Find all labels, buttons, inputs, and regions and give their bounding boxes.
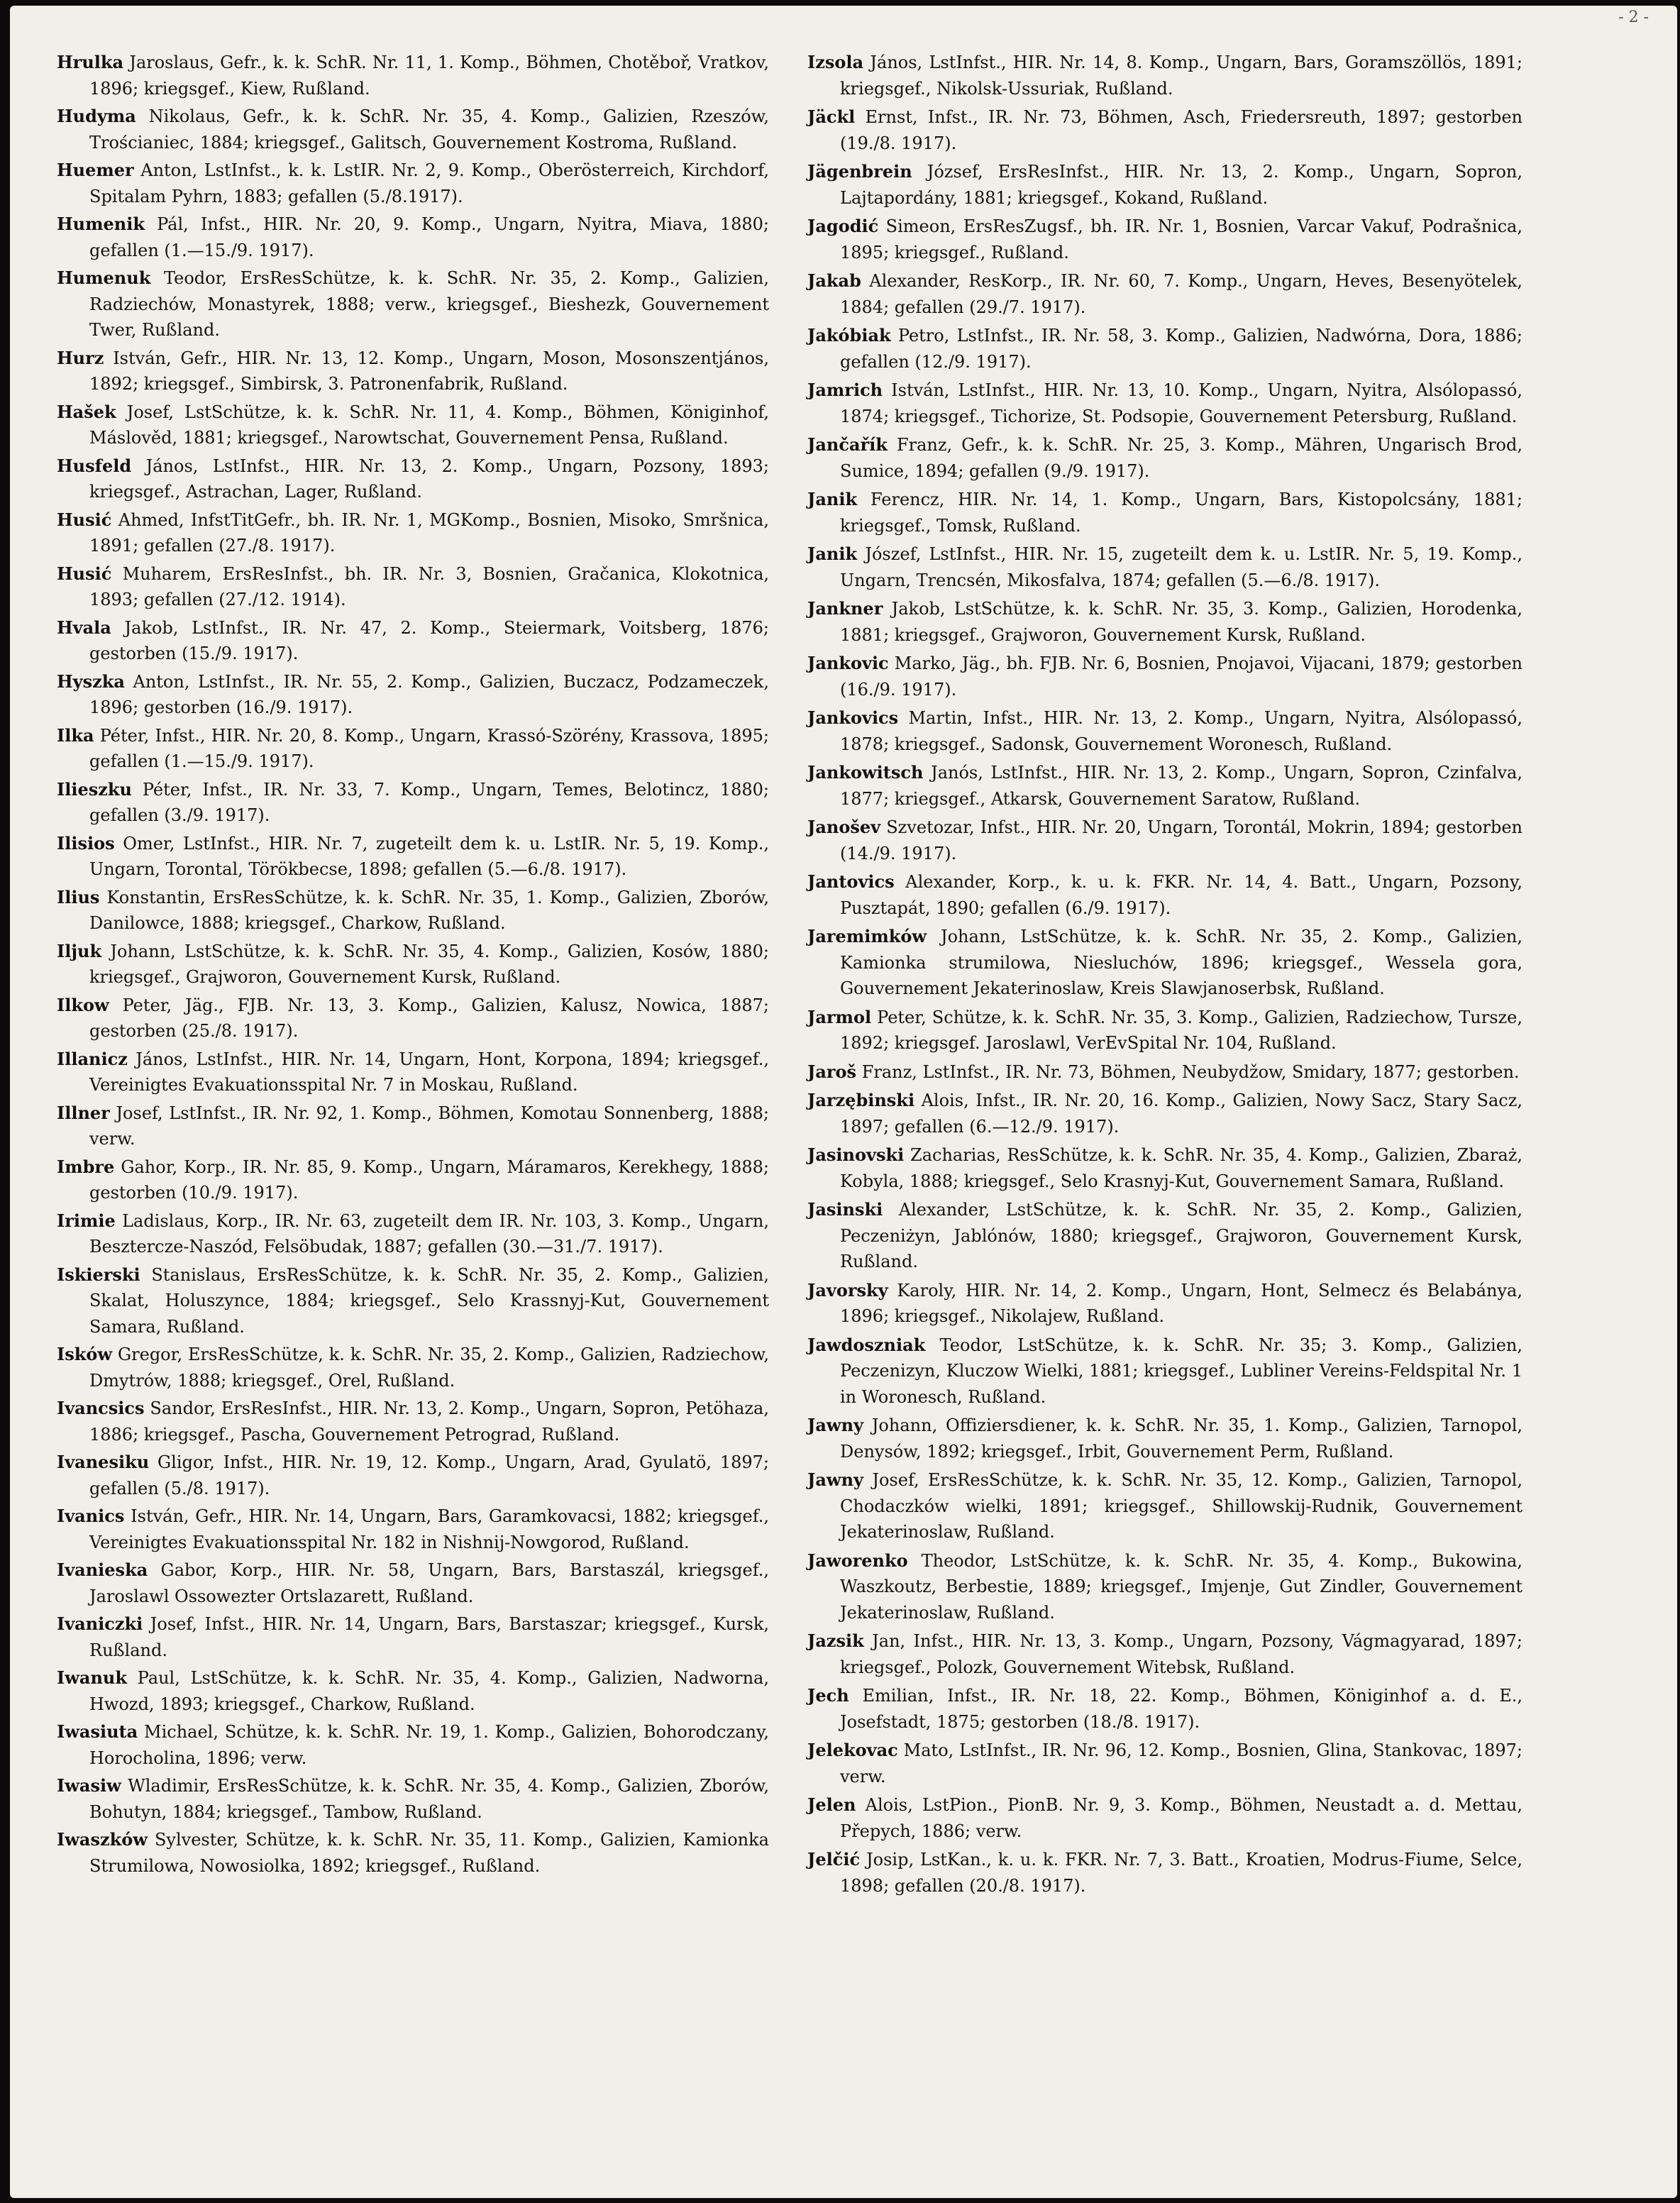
entry-details: Jakob, LstSchütze, k. k. SchR. Nr. 35, 3. Komp., Galizien, Horodenka, 1881; kriegsgef., Grajworon, Gouvernement Kursk, Rußland.: [840, 599, 1522, 645]
list-entry: [57, 1342, 769, 1393]
list-entry: [57, 561, 769, 613]
list-entry: [57, 211, 769, 263]
entry-details: Teodor, LstSchütze, k. k. SchR. Nr. 35; 3. Komp., Galizien, Peczenizyn, Kluczow Wielki, 1881; kriegsgef., Lubliner Vereins-Feldspital Nr. 1 in Woronesch, Rußland.: [840, 1335, 1522, 1407]
entry-details: Sandor, ErsResInfst., HIR. Nr. 13, 2. Komp., Ungarn, Sopron, Petöhaza, 1886; kriegsgef., Pascha, Gouvernement Petrograd, Rußland.: [89, 1398, 769, 1445]
entry-surname: Hvala: [57, 617, 111, 638]
entry-surname: Jelčić: [807, 1849, 861, 1870]
entry-surname: Jakóbiak: [807, 325, 891, 346]
entry-details: Omer, LstInfst., HIR. Nr. 7, zugeteilt dem k. u. LstIR. Nr. 5, 19. Komp., Ungarn, Torontal, Törökbecse, 1898; gefallen (5.—6./8. 1917).: [89, 833, 769, 879]
entry-details: Konstantin, ErsResSchütze, k. k. SchR. Nr. 35, 1. Komp., Galizien, Zborów, Danilowce, 1888; kriegsgef., Charkow, Rußland.: [89, 887, 769, 933]
entry-surname: Jelen: [807, 1794, 856, 1815]
entry-surname: Jawdoszniak: [807, 1334, 926, 1355]
list-entry: [807, 1142, 1522, 1194]
entry-details: Alexander, ResKorp., IR. Nr. 60, 7. Komp., Ungarn, Heves, Besenyötelek, 1884; gefallen (29./7. 1917).: [840, 271, 1522, 317]
entry-surname: Jarzębinski: [807, 1090, 915, 1110]
list-entry: [807, 1683, 1522, 1735]
list-entry: [807, 323, 1522, 375]
entry-details: Mato, LstInfst., IR. Nr. 96, 12. Komp., Bosnien, Glina, Stankovac, 1897; verw.: [840, 1740, 1522, 1787]
list-entry: [57, 1773, 769, 1825]
entry-surname: Jankner: [807, 598, 883, 619]
entry-details: Sylvester, Schütze, k. k. SchR. Nr. 35, 11. Komp., Galizien, Kamionka Strumilowa, Nowosiolka, 1892; kriegsgef., Rußland.: [89, 1830, 769, 1876]
entry-details: Jaroslaus, Gefr., k. k. SchR. Nr. 11, 1. Komp., Böhmen, Chotěboř, Vratkov, 1896; kriegsgef., Kiew, Rußland.: [89, 53, 769, 99]
entry-surname: Ivanieska: [57, 1559, 148, 1580]
entry-surname: Hyszka: [57, 670, 125, 692]
entry-surname: Ilieszku: [57, 778, 132, 800]
entry-surname: Jaworenko: [807, 1550, 908, 1571]
entry-surname: Iljuk: [57, 940, 102, 961]
entry-details: Simeon, ErsResZugsf., bh. IR. Nr. 1, Bosnien, Varcar Vakuf, Podrašnica, 1895; kriegsgef., Rußland.: [840, 216, 1522, 263]
entry-surname: Ilius: [57, 886, 100, 907]
entry-details: Jakob, LstInfst., IR. Nr. 47, 2. Komp., Steiermark, Voitsberg, 1876; gestorben (15./9. 1917).: [89, 617, 769, 663]
list-entry: [807, 159, 1522, 211]
entry-surname: Janošev: [807, 817, 881, 837]
entry-details: Peter, Jäg., FJB. Nr. 13, 3. Komp., Galizien, Kalusz, Nowica, 1887; gestorben (25./8. 1917).: [89, 995, 769, 1041]
list-entry: [57, 1262, 769, 1340]
list-entry: [807, 705, 1522, 757]
list-entry: [807, 1413, 1522, 1464]
entry-details: Karoly, HIR. Nr. 14, 2. Komp., Ungarn, Hont, Selmecz és Belabánya, 1896; kriegsgef., Nikolajew, Rußland.: [840, 1280, 1522, 1326]
list-entry: [57, 507, 769, 559]
entry-details: Wladimir, ErsResSchütze, k. k. SchR. Nr. 35, 4. Komp., Galizien, Zborów, Bohutyn, 1884; kriegsgef., Tambow, Rußland.: [89, 1776, 769, 1822]
entry-details: István, Gefr., HIR. Nr. 14, Ungarn, Bars, Garamkovacsi, 1882; kriegsgef., Vereinigtes Evakuationsspital Nr. 182 in Nishnij-Nowgorod, Rußland.: [89, 1506, 769, 1552]
list-entry: [57, 831, 769, 883]
entry-surname: Jankowitsch: [807, 762, 924, 783]
entry-surname: Jantovics: [807, 871, 895, 892]
list-entry: [807, 1467, 1522, 1545]
entry-surname: Jakab: [807, 270, 861, 291]
list-entry: [807, 1548, 1522, 1626]
list-entry: [57, 669, 769, 721]
entry-surname: Humenuk: [57, 267, 151, 288]
entry-surname: Jazsik: [807, 1630, 864, 1651]
list-entry: [57, 885, 769, 937]
entry-details: Michael, Schütze, k. k. SchR. Nr. 19, 1. Komp., Galizien, Bohorodczany, Horocholina, 1896; verw.: [89, 1722, 769, 1768]
list-entry: [807, 1332, 1522, 1410]
entry-surname: Jasinski: [807, 1199, 883, 1220]
entry-details: Petro, LstInfst., IR. Nr. 58, 3. Komp., Galizien, Nadwórna, Dora, 1886; gefallen (12./9. 1917).: [840, 326, 1522, 372]
entry-surname: Jaroš: [807, 1061, 857, 1082]
page-mark: - 2 -: [1618, 9, 1649, 26]
list-entry: [57, 939, 769, 990]
list-entry: [807, 1847, 1522, 1899]
list-entry: [57, 1047, 769, 1098]
entry-details: János, LstInfst., HIR. Nr. 14, 8. Komp., Ungarn, Bars, Goramszöllös, 1891; kriegsgef., Nikolsk-Ussuriak, Rußland.: [840, 53, 1522, 99]
list-entry: [57, 1665, 769, 1717]
list-entry: [807, 541, 1522, 593]
list-entry: [57, 1557, 769, 1609]
list-entry: [807, 1059, 1522, 1086]
entry-details: Gligor, Infst., HIR. Nr. 19, 12. Komp., Ungarn, Arad, Gyulatö, 1897; gefallen (5./8. 1917).: [89, 1452, 769, 1498]
entry-details: Péter, Infst., IR. Nr. 33, 7. Komp., Ungarn, Temes, Belotincz, 1880; gefallen (3./9. 1917).: [89, 779, 769, 825]
entry-details: Gahor, Korp., IR. Nr. 85, 9. Komp., Ungarn, Máramaros, Kerekhegy, 1888; gestorben (10./9. 1917).: [89, 1156, 769, 1203]
entry-surname: Jančařík: [807, 434, 888, 455]
entry-details: Alexander, Korp., k. u. k. FKR. Nr. 14, 4. Batt., Ungarn, Pozsony, Pusztapát, 1890; gefallen (6./9. 1917).: [840, 872, 1522, 918]
list-entry: [807, 1088, 1522, 1139]
list-entry: [807, 1792, 1522, 1844]
entry-surname: Jech: [807, 1685, 849, 1706]
list-entry: [57, 777, 769, 829]
entry-details: Stanislaus, ErsResSchütze, k. k. SchR. Nr. 35, 2. Komp., Galizien, Skalat, Holuszynce, 1884; kriegsgef., Selo Krassnyj-Kut, Gouvernement Samara, Rußland.: [89, 1264, 769, 1337]
entry-details: Gregor, ErsResSchütze, k. k. SchR. Nr. 35, 2. Komp., Galizien, Radziechow, Dmytrów, 1888; kriegsgef., Orel, Rußland.: [89, 1345, 769, 1391]
entry-surname: Ivancsics: [57, 1398, 145, 1418]
entry-details: Teodor, ErsResSchütze, k. k. SchR. Nr. 35, 2. Komp., Galizien, Radziechów, Monastyrek, 1888; verw., kriegsgef., Bieshezk, Gouvernement Twer, Rußland.: [89, 268, 769, 340]
entry-surname: Iwaszków: [57, 1829, 148, 1850]
entry-surname: Janik: [807, 489, 858, 509]
list-entry: [807, 268, 1522, 320]
entry-surname: Iwanuk: [57, 1667, 127, 1688]
entry-details: Franz, Gefr., k. k. SchR. Nr. 25, 3. Komp., Mähren, Ungarisch Brod, Sumice, 1894; gefallen (9./9. 1917).: [840, 435, 1522, 481]
entry-details: Ferencz, HIR. Nr. 14, 1. Komp., Ungarn, Bars, Kistopolcsány, 1881; kriegsgef., Tomsk, Rußland.: [840, 490, 1522, 536]
entry-details: Marko, Jäg., bh. FJB. Nr. 6, Bosnien, Pnojavoi, Vijacani, 1879; gestorben (16./9. 1917).: [840, 653, 1522, 700]
entry-details: Ladislaus, Korp., IR. Nr. 63, zugeteilt dem IR. Nr. 103, 3. Komp., Ungarn, Besztercze-Naszód, Felsöbudak, 1887; gefallen (30.—31./7. 1917).: [89, 1210, 769, 1257]
entry-details: Gabor, Korp., HIR. Nr. 58, Ungarn, Bars, Barstaszál, kriegsgef., Jaroslawl Ossowezter Ortslazarett, Rußland.: [89, 1560, 769, 1606]
entry-surname: Jawny: [807, 1469, 863, 1490]
entry-details: Josef, Infst., HIR. Nr. 14, Ungarn, Bars, Barstaszar; kriegsgef., Kursk, Rußland.: [89, 1614, 769, 1660]
entry-surname: Husić: [57, 563, 112, 584]
entry-details: József, ErsResInfst., HIR. Nr. 13, 2. Komp., Ungarn, Sopron, Lajtapordány, 1881; kriegsgef., Kokand, Rußland.: [840, 162, 1522, 208]
entry-details: Alois, Infst., IR. Nr. 20, 16. Komp., Galizien, Nowy Sacz, Stary Sacz, 1897; gefallen (6.—12./9. 1917).: [840, 1091, 1522, 1137]
list-entry: [57, 50, 769, 101]
entry-surname: Imbre: [57, 1156, 115, 1177]
entry-details: István, Gefr., HIR. Nr. 13, 12. Komp., Ungarn, Moson, Mosonszentjános, 1892; kriegsgef., Simbirsk, 3. Patronenfabrik, Rußland.: [89, 348, 769, 394]
list-entry: [57, 615, 769, 667]
entry-details: Szvetozar, Infst., HIR. Nr. 20, Ungarn, Torontál, Mokrin, 1894; gestorben (14./9. 1917).: [840, 817, 1522, 863]
entry-surname: Jagodić: [807, 216, 879, 236]
entry-surname: Izsola: [807, 52, 864, 72]
list-entry: [57, 399, 769, 451]
list-entry: [807, 377, 1522, 429]
entry-surname: Jäckl: [807, 106, 856, 127]
entry-surname: Jägenbrein: [807, 161, 912, 182]
entry-details: Ahmed, InfstTitGefr., bh. IR. Nr. 1, MGKomp., Bosnien, Misoko, Smršnica, 1891; gefallen (27./8. 1917).: [89, 509, 769, 556]
entry-details: Anton, LstInfst., IR. Nr. 55, 2. Komp., Galizien, Buczacz, Podzameczek, 1896; gestorben (16./9. 1917).: [89, 671, 769, 717]
list-entry: [57, 265, 769, 343]
entry-details: János, LstInfst., HIR. Nr. 13, 2. Komp., Ungarn, Pozsony, 1893; kriegsgef., Astrachan, Lager, Rußland.: [89, 455, 769, 502]
entry-surname: Iwasiuta: [57, 1721, 138, 1742]
entry-details: Paul, LstSchütze, k. k. SchR. Nr. 35, 4. Komp., Galizien, Nadworna, Hwozd, 1893; kriegsgef., Charkow, Rußland.: [89, 1668, 769, 1714]
entry-details: Josef, ErsResSchütze, k. k. SchR. Nr. 35, 12. Komp., Galizien, Tarnopol, Chodaczków wielki, 1891; kriegsgef., Shillowskij-Rudnik, Gouvernement Jekaterinoslaw, Rußland.: [840, 1470, 1522, 1542]
list-entry: [57, 1719, 769, 1771]
entry-surname: Hurz: [57, 347, 104, 368]
entry-surname: Isków: [57, 1344, 113, 1364]
entry-details: Josef, LstSchütze, k. k. SchR. Nr. 11, 4. Komp., Böhmen, Königinhof, Máslověd, 1881; kriegsgef., Narowtschat, Gouvernement Pensa, Rußland.: [89, 402, 769, 448]
entry-surname: Husić: [57, 509, 112, 530]
entry-details: Nikolaus, Gefr., k. k. SchR. Nr. 35, 4. Komp., Galizien, Rzeszów, Trościaniec, 1884; kriegsgef., Galitsch, Gouvernement Kostroma, Rußland.: [89, 106, 769, 153]
entry-details: Peter, Schütze, k. k. SchR. Nr. 35, 3. Komp., Galizien, Radziechow, Tursze, 1892; kriegsgef. Jaroslawl, VerEvSpital Nr. 104, Rußland.: [840, 1007, 1522, 1053]
list-entry: [807, 815, 1522, 866]
entry-surname: Jamrich: [807, 380, 883, 400]
entry-details: Johann, LstSchütze, k. k. SchR. Nr. 35, 2. Komp., Galizien, Kamionka strumilowa, Niesluchów, 1896; kriegsgef., Wessela gora, Gouvernement Jekaterinoslaw, Kreis Slawjanoserbsk, Rußland.: [840, 927, 1522, 998]
entry-surname: Irimie: [57, 1210, 116, 1231]
list-entry: [57, 453, 769, 505]
entry-surname: Iwasiw: [57, 1775, 121, 1796]
entry-surname: Jelekovac: [807, 1740, 898, 1760]
list-entry: [807, 869, 1522, 921]
entry-details: Martin, Infst., HIR. Nr. 13, 2. Komp., Ungarn, Nyitra, Alsólopassó, 1878; kriegsgef., Sadonsk, Gouvernement Woronesch, Rußland.: [840, 708, 1522, 754]
entry-details: Muharem, ErsResInfst., bh. IR. Nr. 3, Bosnien, Gračanica, Klokotnica, 1893; gefallen (27./12. 1914).: [89, 563, 769, 609]
list-entry: [807, 50, 1522, 101]
entry-surname: Jankovic: [807, 653, 889, 673]
list-entry: [807, 1628, 1522, 1680]
entry-details: Josef, LstInfst., IR. Nr. 92, 1. Komp., Böhmen, Komotau Sonnenberg, 1888; verw.: [89, 1103, 769, 1149]
list-entry: [807, 214, 1522, 265]
entry-details: János, LstInfst., HIR. Nr. 14, Ungarn, Hont, Korpona, 1894; kriegsgef., Vereinigtes Evakuationsspital Nr. 7 in Moskau, Rußland.: [89, 1049, 769, 1095]
entry-surname: Huemer: [57, 160, 134, 180]
entry-surname: Hudyma: [57, 106, 136, 126]
entry-surname: Ilkow: [57, 994, 109, 1015]
entry-surname: Jarmol: [807, 1006, 872, 1027]
entry-surname: Illanicz: [57, 1048, 128, 1069]
list-entry: [57, 104, 769, 155]
entry-details: Emilian, Infst., IR. Nr. 18, 22. Komp., Böhmen, Königinhof a. d. E., Josefstadt, 1875; gestorben (18./8. 1917).: [840, 1686, 1522, 1732]
entry-surname: Ilka: [57, 724, 94, 746]
entry-surname: Iskierski: [57, 1264, 140, 1285]
entry-surname: Husfeld: [57, 455, 132, 476]
list-entry: [807, 924, 1522, 1002]
entry-details: Péter, Infst., HIR. Nr. 20, 8. Komp., Ungarn, Krassó-Szörény, Krassova, 1895; gefallen (1.—15./9. 1917).: [89, 725, 769, 771]
entry-details: Johann, LstSchütze, k. k. SchR. Nr. 35, 4. Komp., Galizien, Kosów, 1880; kriegsgef., Grajworon, Gouvernement Kursk, Rußland.: [89, 941, 769, 987]
list-entry: [807, 432, 1522, 484]
entry-details: István, LstInfst., HIR. Nr. 13, 10. Komp., Ungarn, Nyitra, Alsólopassó, 1874; kriegsgef., Tichorize, St. Podsopie, Gouvernement Petersburg, Rußland.: [840, 380, 1523, 426]
entry-details: Janós, LstInfst., HIR. Nr. 13, 2. Komp., Ungarn, Sopron, Czinfalva, 1877; kriegsgef., Atkarsk, Gouvernement Saratow, Rußland.: [840, 763, 1522, 809]
entry-surname: Ivaniczki: [57, 1613, 143, 1634]
list-entry: [57, 993, 769, 1044]
list-entry: [807, 487, 1522, 539]
entry-surname: Jankovics: [807, 707, 899, 728]
entry-details: Theodor, LstSchütze, k. k. SchR. Nr. 35, 4. Komp., Bukowina, Waszkoutz, Berbestie, 1889; kriegsgef., Imjenje, Gut Zindler, Gouvernement Jekaterinoslaw, Rußland.: [840, 1550, 1522, 1623]
list-entry: [57, 1827, 769, 1879]
list-entry: [807, 104, 1522, 156]
entry-details: Ernst, Infst., IR. Nr. 73, Böhmen, Asch, Friedersreuth, 1897; gestorben (19./8. 1917).: [840, 107, 1522, 153]
list-entry: [57, 1208, 769, 1260]
list-entry: [57, 1396, 769, 1447]
list-entry: [807, 1278, 1522, 1330]
entry-details: Anton, LstInfst., k. k. LstIR. Nr. 2, 9. Komp., Oberösterreich, Kirchdorf, Spitalam Pyhrn, 1883; gefallen (5./8.1917).: [89, 160, 769, 206]
entry-surname: Janik: [807, 543, 858, 564]
entry-details: Alexander, LstSchütze, k. k. SchR. Nr. 35, 2. Komp., Galizien, Peczeniżyn, Jablónów, 1880; kriegsgef., Grajworon, Gouvernement Kursk, Rußland.: [840, 1200, 1522, 1271]
scanned-page: [10, 6, 1677, 2198]
entry-details: Franz, LstInfst., IR. Nr. 73, Böhmen, Neubydžow, Smidary, 1877; gestorben.: [861, 1061, 1520, 1082]
entry-details: Alois, LstPion., PionB. Nr. 9, 3. Komp., Böhmen, Neustadt a. d. Mettau, Přepych, 1886; verw.: [840, 1795, 1523, 1841]
list-entry: [57, 1154, 769, 1206]
entry-details: Zacharias, ResSchütze, k. k. SchR. Nr. 35, 4. Komp., Galizien, Zbaraż, Kobyla, 1888; kriegsgef., Selo Krasnyj-Kut, Gouvernement Samara, Rußland.: [840, 1145, 1522, 1191]
entry-surname: Jasinovski: [807, 1144, 905, 1165]
list-entry: [57, 1100, 769, 1152]
entry-details: Jan, Infst., HIR. Nr. 13, 3. Komp., Ungarn, Pozsony, Vágmagyarad, 1897; kriegsgef., Polozk, Gouvernement Witebsk, Rußland.: [840, 1631, 1522, 1677]
entry-details: Jószef, LstInfst., HIR. Nr. 15, zugeteilt dem k. u. LstIR. Nr. 5, 19. Komp., Ungarn, Trencsén, Mikosfalva, 1874; gefallen (5.—6./8. 1917).: [840, 544, 1522, 590]
list-entry: [807, 1197, 1522, 1275]
entry-surname: Jaremimków: [807, 926, 927, 946]
list-entry: [807, 651, 1522, 702]
list-entry: [807, 596, 1522, 648]
list-entry: [57, 346, 769, 397]
right-column: [807, 50, 1522, 1901]
list-entry: [807, 1005, 1522, 1056]
list-entry: [57, 1611, 769, 1663]
entry-details: Pál, Infst., HIR. Nr. 20, 9. Komp., Ungarn, Nyitra, Miava, 1880; gefallen (1.—15./9. 1917).: [89, 214, 769, 260]
entry-surname: Ivanics: [57, 1506, 125, 1526]
left-column: [57, 50, 769, 1881]
entry-surname: Javorsky: [807, 1279, 888, 1301]
entry-surname: Ilisios: [57, 832, 115, 854]
list-entry: [57, 723, 769, 775]
list-entry: [807, 760, 1522, 812]
entry-surname: Illner: [57, 1102, 110, 1123]
entry-details: Josip, LstKan., k. u. k. FKR. Nr. 7, 3. Batt., Kroatien, Modrus-Fiume, Selce, 1898; gefallen (20./8. 1917).: [840, 1850, 1522, 1896]
entry-surname: Ivanesiku: [57, 1452, 150, 1472]
entry-details: Johann, Offiziersdiener, k. k. SchR. Nr. 35, 1. Komp., Galizien, Tarnopol, Denysów, 1892; kriegsgef., Irbit, Gouvernement Perm, Rußland.: [840, 1415, 1522, 1462]
list-entry: [57, 158, 769, 209]
list-entry: [57, 1503, 769, 1555]
list-entry: [57, 1450, 769, 1501]
entry-surname: Hašek: [57, 401, 116, 422]
list-entry: [807, 1738, 1522, 1789]
entry-surname: Jawny: [807, 1415, 863, 1435]
entry-surname: Hrulka: [57, 52, 124, 72]
entry-surname: Humenik: [57, 214, 145, 234]
